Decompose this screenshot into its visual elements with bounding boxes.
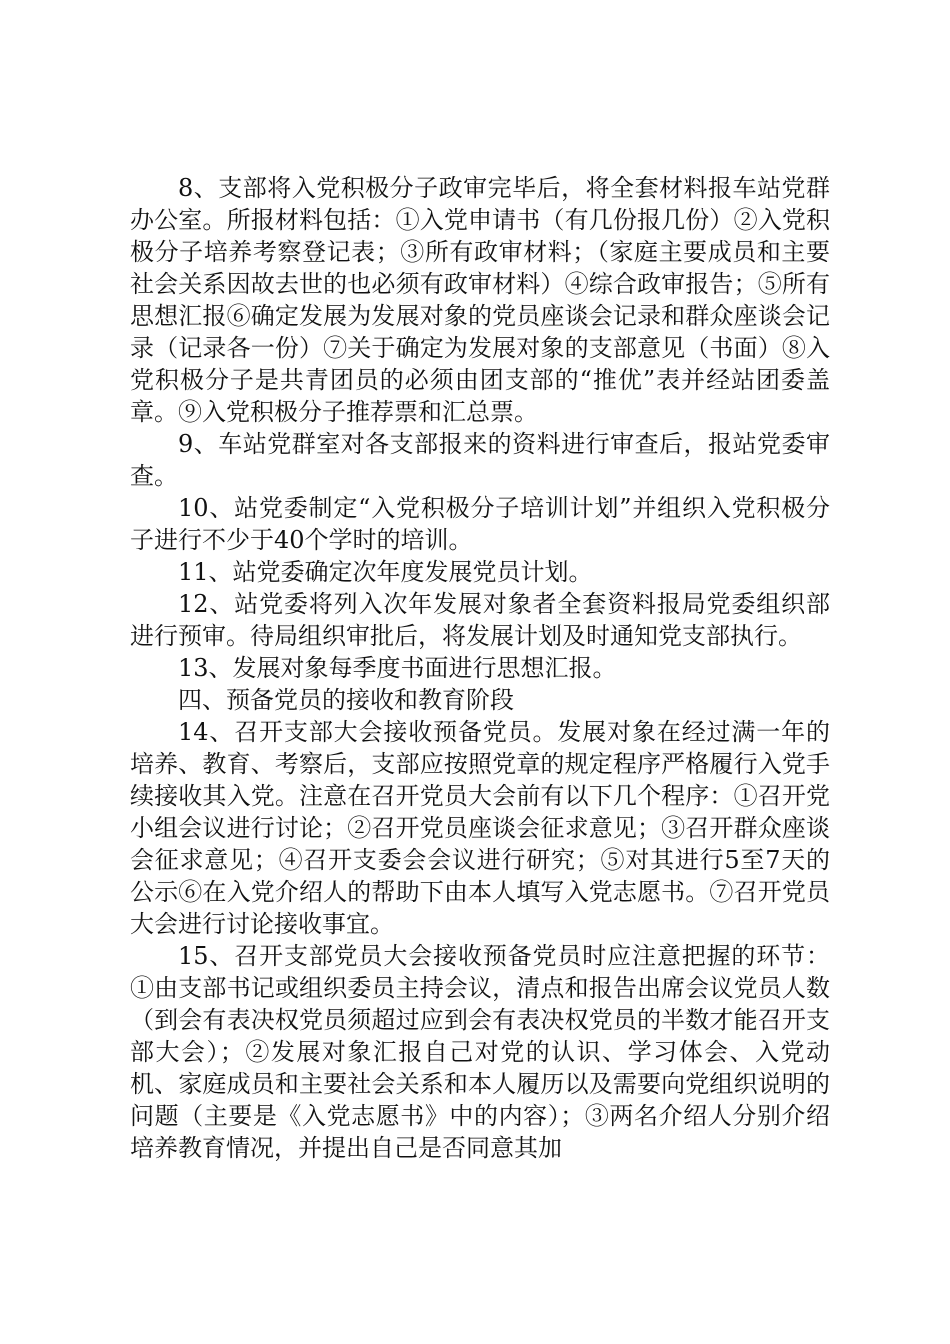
- paragraph-item-12: 12、站党委将列入次年发展对象者全套资料报局党委组织部进行预审。待局组织审批后，将发展计划及时通知党支部执行。: [130, 590, 830, 650]
- paragraph-item-8: 8、支部将入党积极分子政审完毕后，将全套材料报车站党群办公室。所报材料包括：①入党申请书（有几份报几份）②入党积极分子培养考察登记表；③所有政审材料；（家庭主要成员和主要社会关系因故去世的也必须有政审材料）④综合政审报告；⑤所有思想汇报⑥确定发展为发展对象的党员座谈会记录和群众座谈会记录（记录各一份）⑦关于确定为发展对象的支部意见（书面）⑧入党积极分子是共青团员的必须由团支部的“推优”表并经站团委盖章。⑨入党积极分子推荐票和汇总票。: [130, 174, 830, 426]
- paragraph-item-10: 10、站党委制定“入党积极分子培训计划”并组织入党积极分子进行不少于40个学时的培训。: [130, 494, 830, 554]
- paragraph-item-15: 15、召开支部党员大会接收预备党员时应注意把握的环节：①由支部书记或组织委员主持会议，清点和报告出席会议党员人数（到会有表决权党员须超过应到会有表决权党员的半数才能召开支部大会）；②发展对象汇报自己对党的认识、学习体会、入党动机、家庭成员和主要社会关系和本人履历以及需要向党组织说明的问题（主要是《入党志愿书》中的内容）；③两名介绍人分别介绍培养教育情况，并提出自己是否同意其加: [130, 942, 830, 1162]
- paragraph-item-14: 14、召开支部大会接收预备党员。发展对象在经过满一年的培养、教育、考察后，支部应按照党章的规定程序严格履行入党手续接收其入党。注意在召开党员大会前有以下几个程序：①召开党小组会议进行讨论；②召开党员座谈会征求意见；③召开群众座谈会征求意见；④召开支委会会议进行研究；⑤对其进行5至7天的公示⑥在入党介绍人的帮助下由本人填写入党志愿书。⑦召开党员大会进行讨论接收事宜。: [130, 718, 830, 938]
- paragraph-item-11: 11、站党委确定次年度发展党员计划。: [178, 558, 593, 586]
- paragraph-item-13: 13、发展对象每季度书面进行思想汇报。: [178, 654, 617, 682]
- document-body: [130, 172, 830, 1164]
- paragraph-item-9: 9、车站党群室对各支部报来的资料进行审查后，报站党委审查。: [130, 430, 830, 490]
- section-heading: 四、预备党员的接收和教育阶段: [178, 686, 514, 714]
